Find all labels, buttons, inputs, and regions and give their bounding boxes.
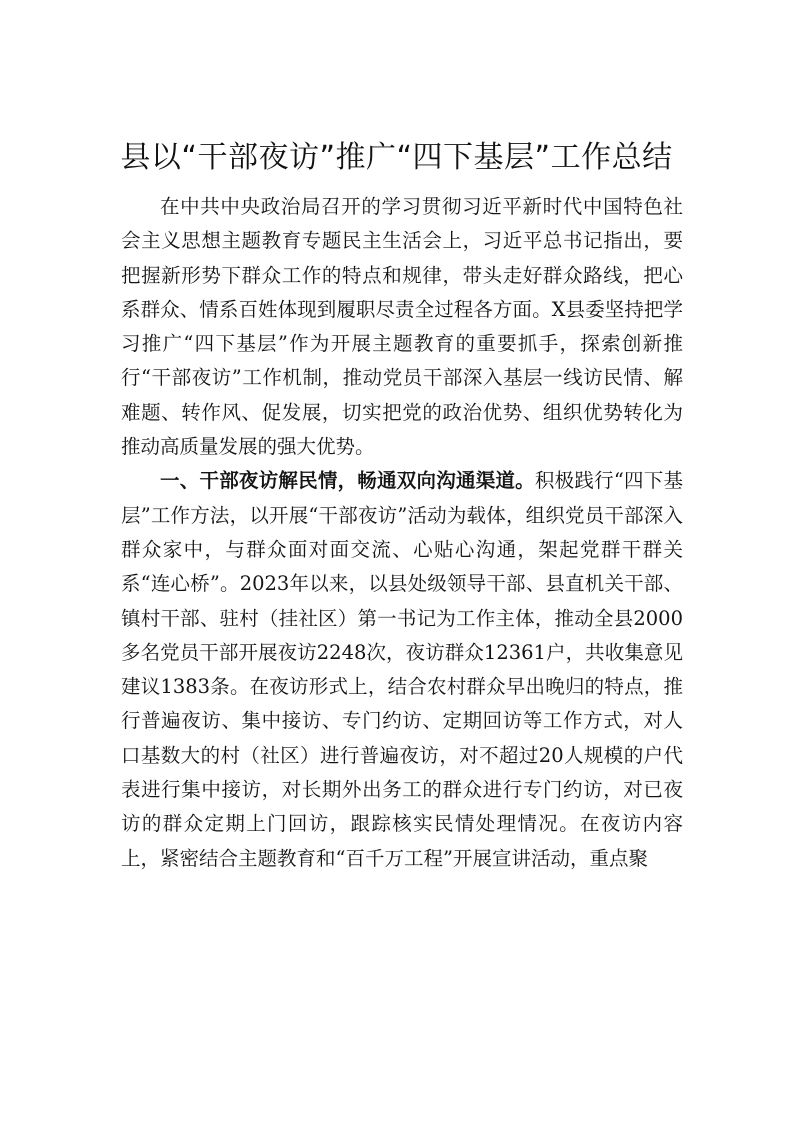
document-body <box>121 190 683 876</box>
section-one-heading: 一、干部夜访解民情，畅通双向沟通渠道。 <box>160 469 535 493</box>
document-title: 县以“干部夜访”推广“四下基层”工作总结 <box>120 140 673 175</box>
intro-paragraph <box>121 190 683 464</box>
section-one-text: 积极践行“四下基层”工作方法，以开展“干部夜访”活动为载体，组织党员干部深入群众家中，与群众面对面交流、心贴心沟通，架起党群干群关系“连心桥”。2023年以来，以县处级领导干部、县直机关干部、镇村干部、驻村（挂社区）第一书记为工作主体，推动全县2000多名党员干部开展夜访2248次，夜访群众12361户，共收集意见建议1383条。在夜访形式上，结合农村群众早出晚归的特点，推行普遍夜访、集中接访、专门约访、定期回访等工作方式，对人口基数大的村（社区）进行普遍夜访，对不超过20人规模的户代表进行集中接访，对长期外出务工的群众进行专门约访，对已夜访的群众定期上门回访，跟踪核实民情处理情况。在夜访内容上，紧密结合主题教育和“百千万工程”开展宣讲活动，重点聚 <box>121 469 683 870</box>
intro-paragraph-text: 在中共中央政治局召开的学习贯彻习近平新时代中国特色社会主义思想主题教育专题民主生活会上，习近平总书记指出，要把握新形势下群众工作的特点和规律，带头走好群众路线，把心系群众、情系百姓体现到履职尽责全过程各方面。X县委坚持把学习推广“四下基层”作为开展主题教育的重要抓手，探索创新推行“干部夜访”工作机制，推动党员干部深入基层一线访民情、解难题、转作风、促发展，切实把党的政治优势、组织优势转化为推动高质量发展的强大优势。 <box>121 195 683 459</box>
section-one-paragraph <box>121 464 683 876</box>
